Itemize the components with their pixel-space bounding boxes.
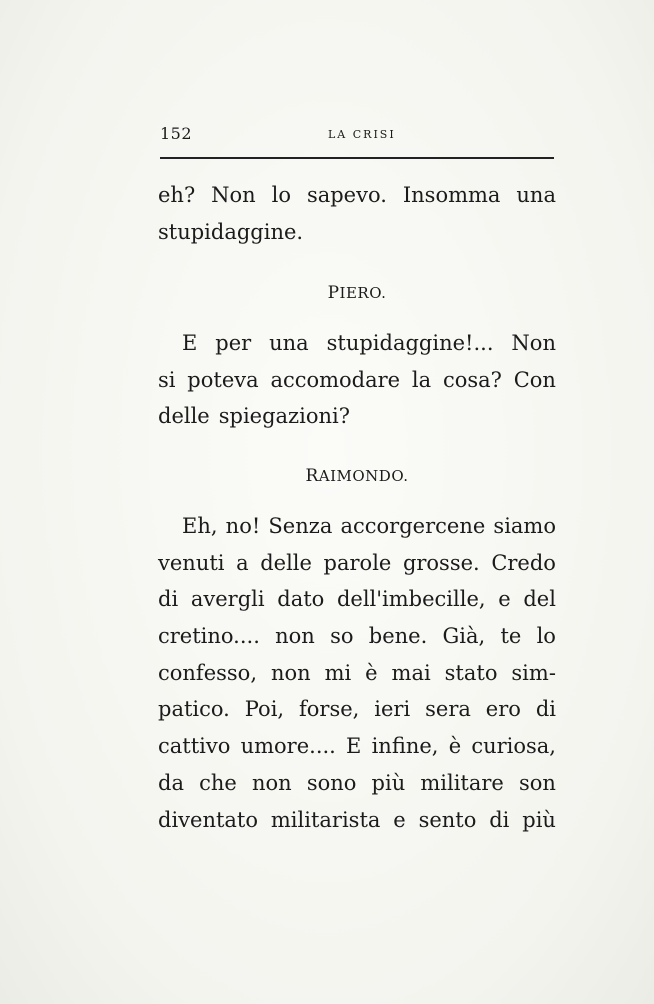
word: accorgercene <box>340 514 486 538</box>
word: e <box>498 587 511 612</box>
word: avergli <box>190 587 265 612</box>
word: Non <box>211 183 256 207</box>
speaker-label-raimondo <box>158 466 556 486</box>
word: non <box>270 660 311 685</box>
word: sapevo. <box>306 183 387 207</box>
word: cosa? <box>442 367 502 392</box>
text-line <box>158 214 556 251</box>
speaker-initial: R <box>305 466 319 486</box>
word: e <box>393 807 406 832</box>
word: forse, <box>299 697 360 722</box>
speaker-label-piero <box>158 283 556 303</box>
word: una <box>269 331 309 355</box>
word: cattivo <box>158 734 231 759</box>
word: ero <box>485 697 521 722</box>
speaker-rest: AIMONDO. <box>318 467 409 485</box>
word: militarista <box>270 807 381 832</box>
word: grosse. <box>402 550 480 575</box>
word: da <box>158 770 184 795</box>
word: Eh, <box>182 514 218 538</box>
word: più <box>522 807 556 832</box>
word: sono <box>306 770 357 795</box>
paragraph-raimondo-continued <box>158 177 556 250</box>
word: accomodare <box>270 367 401 392</box>
text-line <box>158 508 556 545</box>
text-line <box>158 691 556 728</box>
word: Con <box>513 367 556 392</box>
word: militare <box>420 770 504 795</box>
word: Senza <box>268 514 333 538</box>
text-line <box>158 581 556 618</box>
word: sim- <box>511 660 556 685</box>
word: dato <box>277 587 325 612</box>
word: sento <box>418 807 477 832</box>
word: mai <box>391 660 431 685</box>
word: bene. <box>368 624 428 649</box>
word: patico. <box>158 697 230 722</box>
word: diventato <box>158 807 259 832</box>
word: E <box>346 734 362 759</box>
word: di <box>535 697 556 722</box>
word: non <box>251 770 292 795</box>
word: è <box>365 660 378 685</box>
page-header <box>160 124 554 148</box>
speaker-rest: IERO. <box>339 284 387 302</box>
word: son <box>519 770 556 795</box>
word: non <box>275 624 315 649</box>
text-line <box>158 362 556 399</box>
word: no! <box>225 514 261 538</box>
paragraph-piero <box>158 325 556 435</box>
word: poteva <box>187 367 259 392</box>
word: sera <box>425 697 471 722</box>
word: eh? <box>158 183 196 207</box>
word: una <box>516 183 556 207</box>
word: di <box>489 807 510 832</box>
text-line <box>158 728 556 765</box>
word: delle <box>158 404 210 429</box>
word: del <box>523 587 556 612</box>
word: di <box>158 587 179 612</box>
word: Poi, <box>244 697 285 722</box>
word: ieri <box>374 697 411 722</box>
text-line <box>158 765 556 802</box>
word: a <box>236 550 249 575</box>
paragraph-raimondo <box>158 508 556 838</box>
word: siamo <box>493 514 556 538</box>
word: umore.... <box>240 734 336 759</box>
word: la <box>411 367 432 392</box>
word: venuti <box>158 550 225 575</box>
word: lo <box>536 624 556 649</box>
word: Non <box>511 331 556 355</box>
word: E <box>182 331 198 355</box>
word: spiegazioni? <box>218 404 350 429</box>
text-line <box>158 618 556 655</box>
word: è <box>448 734 462 759</box>
text-line <box>158 177 556 214</box>
page-number: 152 <box>160 124 193 143</box>
word: so <box>330 624 354 649</box>
word: te <box>500 624 522 649</box>
word: Credo <box>491 550 556 575</box>
running-title: LA CRISI <box>328 128 396 141</box>
word: delle <box>260 550 312 575</box>
word: cretino.... <box>158 624 260 649</box>
word: che <box>199 770 237 795</box>
word: lo <box>271 183 291 207</box>
word: più <box>371 770 406 795</box>
word: dell'imbecille, <box>336 587 486 612</box>
text-line <box>158 655 556 692</box>
word: stupidaggine. <box>158 219 304 244</box>
word: per <box>215 331 252 355</box>
word: infine, <box>371 734 439 759</box>
text-line <box>158 545 556 582</box>
word: confesso, <box>158 660 258 685</box>
word: parole <box>323 550 392 575</box>
word: curiosa, <box>471 734 556 759</box>
word: stato <box>444 660 498 685</box>
word: Già, <box>442 624 486 649</box>
word: Insomma <box>402 183 501 207</box>
text-line <box>158 325 556 362</box>
word: si <box>158 367 176 392</box>
header-rule <box>160 157 554 159</box>
text-line <box>158 398 556 435</box>
speaker-initial: P <box>327 283 340 303</box>
text-line <box>158 802 556 839</box>
word: mi <box>324 660 352 685</box>
word: stupidaggine!... <box>326 331 494 355</box>
